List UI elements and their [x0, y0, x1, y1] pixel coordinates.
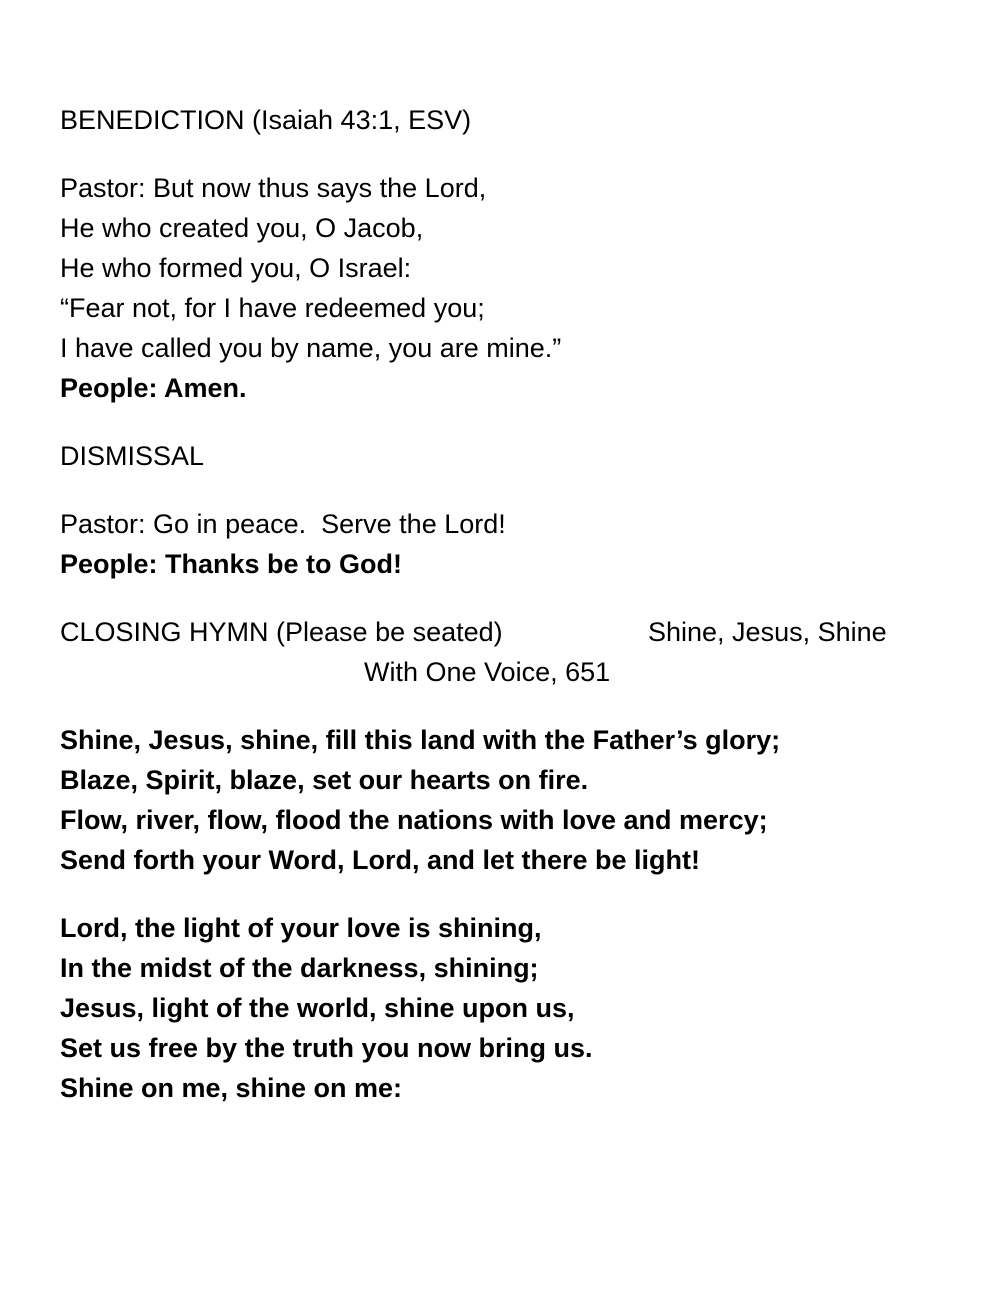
- bulletin-page: [60, 100, 940, 1108]
- dismissal-heading: DISMISSAL: [60, 441, 205, 471]
- hymn-title: Shine, Jesus, Shine: [648, 617, 887, 647]
- spacer: [60, 584, 940, 612]
- benediction-response: People: Amen.: [60, 373, 247, 403]
- benediction-line: He who formed you, O Israel:: [60, 253, 412, 283]
- spacer: [60, 692, 940, 720]
- hymn-line: In the midst of the darkness, shining;: [60, 953, 539, 983]
- spacer: [60, 140, 940, 168]
- hymn-line: Lord, the light of your love is shining,: [60, 913, 542, 943]
- benediction-line: I have called you by name, you are mine.”: [60, 333, 562, 363]
- hymn-line: Shine on me, shine on me:: [60, 1073, 403, 1103]
- hymn-line: Shine, Jesus, shine, fill this land with the Father’s glory;: [60, 725, 781, 755]
- spacer: [60, 880, 940, 908]
- spacer: [60, 408, 940, 436]
- spacer: [60, 476, 940, 504]
- dismissal-response: People: Thanks be to God!: [60, 549, 403, 579]
- benediction-line: “Fear not, for I have redeemed you;: [60, 293, 485, 323]
- hymn-source: With One Voice, 651: [364, 657, 611, 687]
- benediction-heading: BENEDICTION (Isaiah 43:1, ESV): [60, 105, 472, 135]
- hymn-line: Blaze, Spirit, blaze, set our hearts on fire.: [60, 765, 589, 795]
- benediction-line: Pastor: But now thus says the Lord,: [60, 173, 487, 203]
- hymn-stanza-2: [60, 908, 940, 1108]
- dismissal-text: [60, 504, 940, 584]
- hymn-stanza-1: [60, 720, 940, 880]
- hymn-line: Send forth your Word, Lord, and let there be light!: [60, 845, 700, 875]
- hymn-line: Jesus, light of the world, shine upon us,: [60, 993, 575, 1023]
- closing-hymn-header: [60, 612, 940, 652]
- hymn-line: Flow, river, flow, flood the nations with love and mercy;: [60, 805, 768, 835]
- benediction-line: He who created you, O Jacob,: [60, 213, 424, 243]
- hymn-line: Set us free by the truth you now bring us.: [60, 1033, 593, 1063]
- benediction-text: [60, 168, 940, 408]
- closing-hymn-heading: CLOSING HYMN (Please be seated): [60, 617, 503, 647]
- dismissal-pastor-line: Pastor: Go in peace. Serve the Lord!: [60, 509, 506, 539]
